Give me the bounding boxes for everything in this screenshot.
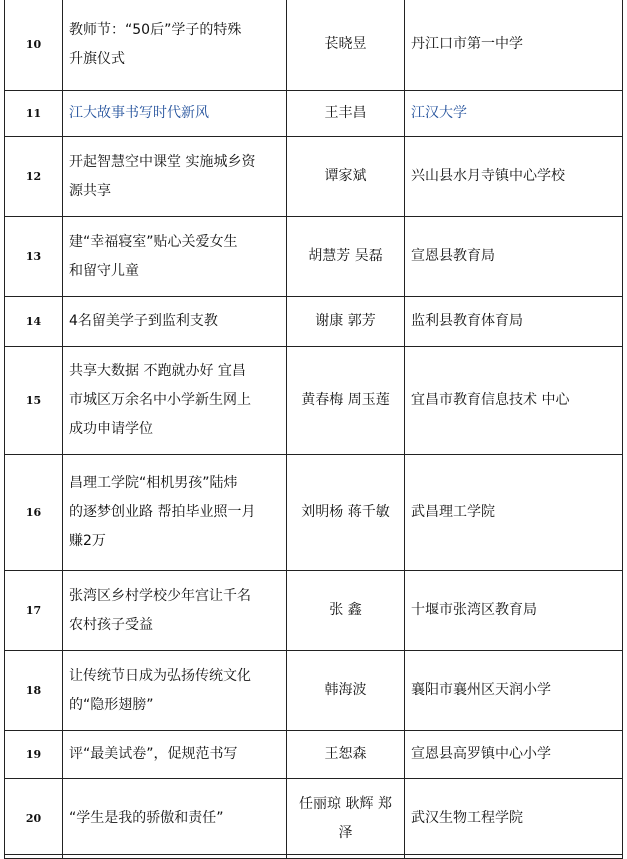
row-number: 15 xyxy=(5,347,63,455)
article-title: 教师节：“50后”学子的特殊 升旗仪式 xyxy=(63,0,287,91)
unit-name: 兴山县水月寺镇中心学校 xyxy=(405,137,623,217)
unit-name: 十堰市张湾区教育局 xyxy=(405,571,623,651)
author-name: 黄春梅 周玉莲 xyxy=(287,347,405,455)
unit-name: 监利县教育体育局 xyxy=(405,297,623,347)
row-number: 13 xyxy=(5,217,63,297)
author-name: 苌晓昱 xyxy=(287,0,405,91)
unit-name: 丹江口市第一中学 xyxy=(405,0,623,91)
table-row xyxy=(5,347,623,455)
unit-name: 襄阳市襄州区天润小学 xyxy=(405,651,623,731)
unit-name: 江汉大学 xyxy=(405,91,623,137)
author-name: 谭家斌 xyxy=(287,137,405,217)
unit-name: 宣恩县高罗镇中心小学 xyxy=(405,731,623,779)
bottom-border xyxy=(4,854,622,855)
author-name: 张 鑫 xyxy=(287,571,405,651)
author-name: 谢康 郭芳 xyxy=(287,297,405,347)
unit-name: 武汉生物工程学院 xyxy=(405,779,623,859)
author-name: 刘明杨 蒋千敏 xyxy=(287,455,405,571)
table-row xyxy=(5,571,623,651)
table-row xyxy=(5,91,623,137)
article-title: 评“最美试卷”，促规范书写 xyxy=(63,731,287,779)
article-title: 张湾区乡村学校少年宫让千名 农村孩子受益 xyxy=(63,571,287,651)
article-title: 开起智慧空中课堂 实施城乡资 源共享 xyxy=(63,137,287,217)
table-row xyxy=(5,297,623,347)
table-row xyxy=(5,651,623,731)
row-number: 19 xyxy=(5,731,63,779)
row-number: 14 xyxy=(5,297,63,347)
unit-name: 宣恩县教育局 xyxy=(405,217,623,297)
row-number: 16 xyxy=(5,455,63,571)
author-name: 胡慧芳 吴磊 xyxy=(287,217,405,297)
article-title: 昌理工学院“相机男孩”陆炜 的逐梦创业路 帮拍毕业照一月 赚2万 xyxy=(63,455,287,571)
author-name: 韩海波 xyxy=(287,651,405,731)
article-title: 让传统节日成为弘扬传统文化 的“隐形翅膀” xyxy=(63,651,287,731)
table-row xyxy=(5,137,623,217)
table-row xyxy=(5,779,623,859)
row-number: 17 xyxy=(5,571,63,651)
table-row xyxy=(5,217,623,297)
awards-table xyxy=(4,0,623,859)
row-number: 10 xyxy=(5,0,63,91)
article-title: 共享大数据 不跑就办好 宜昌 市城区万余名中小学新生网上 成功申请学位 xyxy=(63,347,287,455)
row-number: 20 xyxy=(5,779,63,859)
unit-name: 武昌理工学院 xyxy=(405,455,623,571)
table-row xyxy=(5,731,623,779)
article-title: “学生是我的骄傲和责任” xyxy=(63,779,287,859)
row-number: 12 xyxy=(5,137,63,217)
author-name: 任丽琼 耿辉 郑 泽 xyxy=(287,779,405,859)
table-row xyxy=(5,455,623,571)
unit-name: 宜昌市教育信息技术 中心 xyxy=(405,347,623,455)
article-title: 江大故事书写时代新风 xyxy=(63,91,287,137)
table-body xyxy=(5,0,623,859)
table-row xyxy=(5,0,623,91)
row-number: 11 xyxy=(5,91,63,137)
author-name: 王丰昌 xyxy=(287,91,405,137)
author-name: 王恕森 xyxy=(287,731,405,779)
row-number: 18 xyxy=(5,651,63,731)
article-title: 4名留美学子到监利支教 xyxy=(63,297,287,347)
article-title: 建“幸福寝室”贴心关爱女生 和留守儿童 xyxy=(63,217,287,297)
